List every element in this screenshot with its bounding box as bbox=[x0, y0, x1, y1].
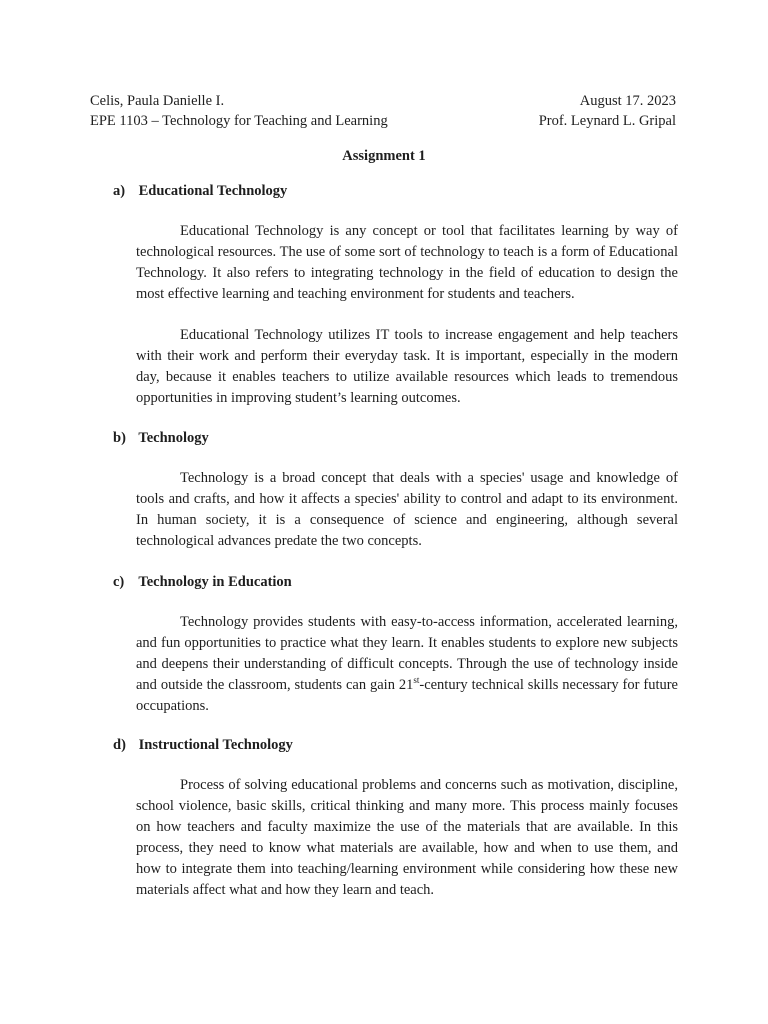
section-heading bbox=[113, 735, 293, 755]
section-title: Instructional Technology bbox=[138, 737, 293, 753]
student-name: Celis, Paula Danielle I. bbox=[90, 93, 225, 109]
ordinal-superscript: st bbox=[413, 674, 420, 685]
section-title: Technology in Education bbox=[138, 574, 292, 590]
paragraph-text-after: -century technical skills necessary for future occupations. bbox=[136, 676, 678, 714]
section-letter: d) bbox=[113, 737, 126, 753]
header-row-2 bbox=[90, 111, 676, 131]
section-heading bbox=[113, 428, 209, 448]
paragraph: Technology is a broad concept that deals with a species' usage and knowledge of tools and crafts, and how it affects a species' ability to control and adapt to its environment. In human society, it is a consequence of science and engineering, although several technological advances predate the two concepts. bbox=[136, 470, 678, 549]
paragraph: Educational Technology utilizes IT tools to increase engagement and help teachers with their work and perform their everyday task. It is important, especially in the modern day, because it enables teachers to utilize available resources which leads to tremendous opportunities in improving student’s learning outcomes. bbox=[136, 327, 678, 406]
course-title: EPE 1103 – Technology for Teaching and Learning bbox=[90, 113, 388, 129]
paragraph: Process of solving educational problems and concerns such as motivation, discipline, school violence, basic skills, critical thinking and many more. This process mainly focuses on how teachers and faculty maximize the use of the materials that are available. In this process, they need to know what materials are available, how and when to use them, and how to integrate them into teaching/learning environment while considering how these new materials affect what and how they learn and teach. bbox=[136, 777, 678, 898]
header-row-1 bbox=[90, 91, 676, 111]
document-title: Assignment 1 bbox=[342, 148, 426, 164]
section-letter: b) bbox=[113, 430, 126, 446]
professor-name: Prof. Leynard L. Gripal bbox=[538, 113, 676, 129]
section-title: Technology bbox=[138, 430, 209, 446]
assignment-date: August 17. 2023 bbox=[579, 93, 676, 109]
paragraph bbox=[136, 612, 678, 717]
paragraph: Educational Technology is any concept or tool that facilitates learning by way of technological resources. The use of some sort of technology to teach is a form of Educational Technology. It also refers to integrating technology in the field of education to design the most effective learning and teaching environment for students and teachers. bbox=[136, 223, 678, 302]
section-title: Educational Technology bbox=[138, 183, 288, 199]
section-heading bbox=[113, 181, 287, 201]
section-heading bbox=[113, 572, 292, 592]
section-letter: c) bbox=[113, 574, 125, 590]
section-letter: a) bbox=[113, 183, 126, 199]
paragraph-text-before: Technology provides students with easy-to-access information, accelerated learning, and fun opportunities to practice what they learn. It enables students to explore new subjects and deepens their understanding of difficult concepts. Through the use of technology inside and outside the classroom, students can gain 21 bbox=[136, 614, 678, 693]
